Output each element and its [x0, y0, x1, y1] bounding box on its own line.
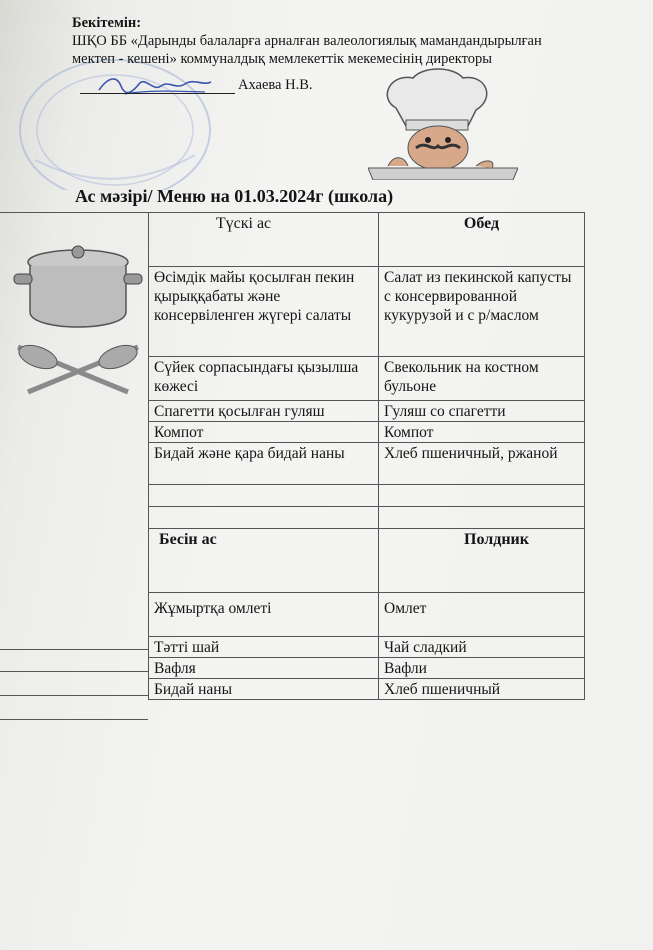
- dish-kz: Компот: [149, 422, 379, 443]
- table-row: [149, 357, 585, 401]
- empty-row: [149, 485, 585, 507]
- approval-header: [72, 14, 592, 68]
- dish-ru: Хлеб пшеничный, ржаной: [379, 443, 585, 485]
- dish-ru: Свекольник на костном бульоне: [379, 357, 585, 401]
- table-row: [149, 267, 585, 357]
- lunch-header-ru: Обед: [379, 213, 585, 267]
- empty-row: [149, 507, 585, 529]
- dish-ru: Компот: [379, 422, 585, 443]
- cookware-illustration: [8, 232, 148, 412]
- left-rule: [0, 719, 148, 720]
- left-rule: [0, 695, 148, 696]
- approval-line-1: ШҚО ББ «Дарынды балаларға арналған валеологиялық мамандандырылған: [72, 33, 542, 49]
- table-row: [149, 401, 585, 422]
- dish-kz: Бидай және қара бидай наны: [149, 443, 379, 485]
- snack-header-row: [149, 529, 585, 593]
- table-row: [149, 679, 585, 700]
- left-rule: [0, 212, 148, 213]
- table-row: [149, 637, 585, 658]
- dish-ru: Хлеб пшеничный: [379, 679, 585, 700]
- signature-line: [80, 93, 235, 94]
- dish-ru: Вафли: [379, 658, 585, 679]
- signer-name: Ахаева Н.В.: [238, 77, 313, 93]
- snack-header-kz: Бесін ас: [149, 529, 379, 593]
- lunch-header-kz: Түскі ас: [149, 213, 379, 267]
- left-rule: [0, 671, 148, 672]
- dish-ru: Гуляш со спагетти: [379, 401, 585, 422]
- dish-kz: Спагетти қосылған гуляш: [149, 401, 379, 422]
- snack-header-ru: Полдник: [379, 529, 585, 593]
- dish-kz: Сүйек сорпасындағы қызылша көжесі: [149, 357, 379, 401]
- dish-ru: Салат из пекинской капусты с консервированной кукурузой и с р/маслом: [379, 267, 585, 357]
- table-row: [149, 443, 585, 485]
- dish-kz: Вафля: [149, 658, 379, 679]
- dish-ru: Чай сладкий: [379, 637, 585, 658]
- approve-label: Бекітемін:: [72, 15, 142, 31]
- approval-line-2: мектеп - кешені» коммуналдық мемлекеттік мекемесінің директоры: [72, 51, 493, 67]
- table-row: [149, 593, 585, 637]
- signature: [95, 72, 215, 98]
- menu-title: Ас мәзірі/ Меню на 01.03.2024г (школа): [75, 186, 394, 206]
- left-rule: [0, 649, 148, 650]
- menu-table: [148, 212, 585, 700]
- dish-kz: Бидай наны: [149, 679, 379, 700]
- dish-kz: Өсімдік майы қосылған пекин қырыққабаты және консервіленген жүгері салаты: [149, 267, 379, 357]
- chef-illustration: [368, 68, 518, 180]
- dish-kz: Жұмыртқа омлеті: [149, 593, 379, 637]
- official-stamp: [10, 50, 220, 190]
- dish-ru: Омлет: [379, 593, 585, 637]
- lunch-header-row: [149, 213, 585, 267]
- dish-kz: Тәтті шай: [149, 637, 379, 658]
- table-row: [149, 422, 585, 443]
- table-row: [149, 658, 585, 679]
